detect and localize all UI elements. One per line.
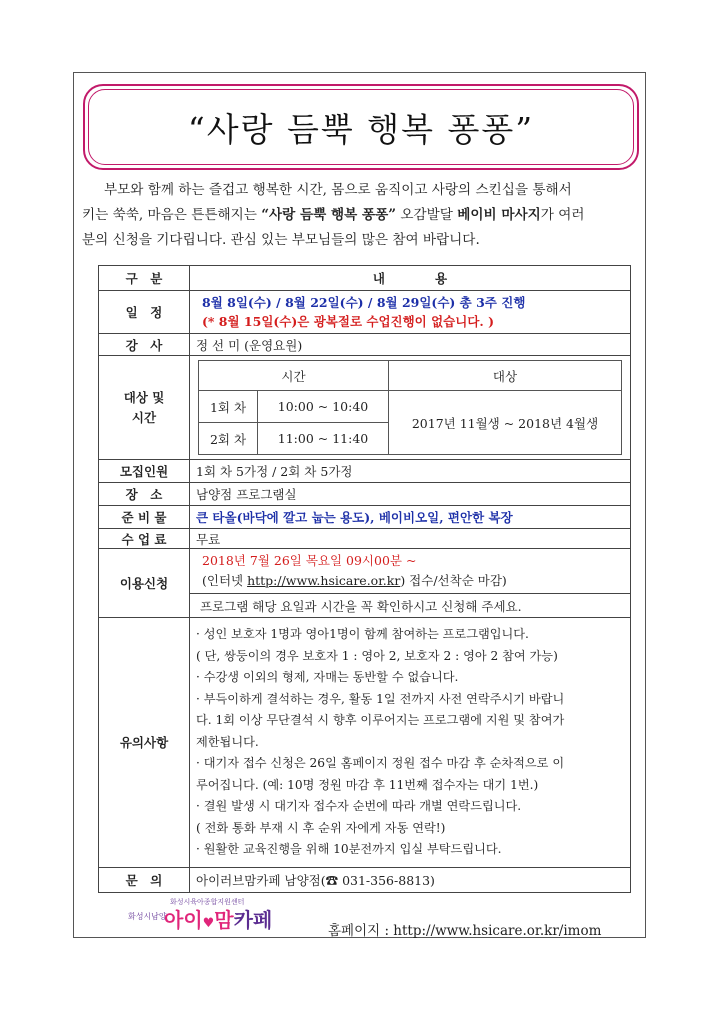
session-1-label: 1회 차 xyxy=(199,391,258,423)
heart-icon: ♥ xyxy=(202,916,215,931)
note-line: · 부득이하게 결석하는 경우, 활동 1일 전까지 사전 연락주시기 바랍니 xyxy=(196,691,565,706)
logo-wordmark: 아이♥맘카페 xyxy=(164,908,273,932)
apply-label: 이용신청 xyxy=(99,549,190,618)
intro-line-2: 키는 쑥쑥, 마음은 튼튼해지는 “사랑 듬뿍 행복 퐁퐁” 오감발달 베이비 마사지가 여러 xyxy=(82,207,585,223)
info-table xyxy=(98,265,631,893)
intro-line-1: 부모와 함께 하는 즐겁고 행복한 시간, 몸으로 움직이고 사랑의 스킨십을 통해서 xyxy=(104,182,572,198)
session-2-label: 2회 차 xyxy=(199,423,258,455)
target-label: 대상 및 시간 xyxy=(99,356,190,460)
contact-row xyxy=(99,867,631,892)
note-line: ( 단, 쌍둥이의 경우 보호자 1 : 영아 2, 보호자 2 : 영아 2 참여 가능) xyxy=(196,648,558,663)
apply-row xyxy=(99,549,631,594)
notes-content xyxy=(190,618,631,868)
note-line: ( 전화 통화 부재 시 후 순위 자에게 자동 연락!) xyxy=(196,820,446,835)
note-line: 다. 1회 이상 무단결석 시 향후 이루어지는 프로그램에 지원 및 참여가 xyxy=(196,713,565,727)
prep-row xyxy=(99,506,631,529)
instructor-label: 강 사 xyxy=(99,334,190,356)
apply-note: 프로그램 해당 요일과 시간을 꼭 확인하시고 신청해 주세요. xyxy=(190,594,631,618)
schedule-notice: (* 8월 15일(수)은 광복절로 수업진행이 없습니다. ) xyxy=(202,314,495,329)
fee-value: 무료 xyxy=(190,529,631,549)
apply-link[interactable]: http://www.hsicare.or.kr xyxy=(247,573,401,588)
recruit-label: 모집인원 xyxy=(99,460,190,483)
session-table xyxy=(198,360,622,455)
page-title: “사랑 듬뿍 행복 퐁퐁” xyxy=(187,109,535,149)
table-header-row xyxy=(99,266,631,291)
header-label: 구 분 xyxy=(99,266,190,291)
place-label: 장 소 xyxy=(99,483,190,506)
note-line: · 원활한 교육진행을 위해 10분전까지 입실 부탁드립니다. xyxy=(196,842,502,856)
fee-label: 수 업 료 xyxy=(99,529,190,549)
fee-row xyxy=(99,529,631,549)
prep-value: 큰 타올(바닥에 깔고 눕는 용도), 베이비오일, 편안한 복장 xyxy=(190,506,631,529)
session-2-time: 11:00 ~ 11:40 xyxy=(258,423,389,455)
place-value: 남양점 프로그램실 xyxy=(190,483,631,506)
note-line: · 수강생 이외의 형제, 자매는 동반할 수 없습니다. xyxy=(196,670,459,684)
apply-method: (인터넷 http://www.hsicare.or.kr) 접수/선착순 마감) xyxy=(202,573,507,588)
target-header: 대상 xyxy=(389,361,622,391)
recruit-row xyxy=(99,460,631,483)
target-value: 2017년 11월생 ~ 2018년 4월생 xyxy=(389,391,622,455)
note-line: · 대기자 접수 신청은 26일 홈페이지 정원 접수 마감 후 순차적으로 이 xyxy=(196,756,565,770)
note-line: 루어집니다. (예: 10명 정원 마감 후 11번째 접수자는 대기 1번.) xyxy=(196,777,539,792)
logo-location: 화성시남양 xyxy=(128,912,167,921)
homepage-url: 홈페이지 : http://www.hsicare.or.kr/imom xyxy=(328,923,602,939)
note-line: · 결원 발생 시 대기자 접수자 순번에 따라 개별 연락드립니다. xyxy=(196,799,522,813)
note-line: · 성인 보호자 1명과 영아1명이 함께 참여하는 프로그램입니다. xyxy=(196,627,529,641)
notes-row xyxy=(99,618,631,868)
notes-label: 유의사항 xyxy=(99,618,190,868)
prep-label: 준 비 물 xyxy=(99,506,190,529)
apply-start: 2018년 7월 26일 목요일 09시00분 ~ xyxy=(202,553,417,568)
note-line: 제한됩니다. xyxy=(196,734,259,749)
contact-label: 문 의 xyxy=(99,867,190,892)
title-banner xyxy=(83,84,639,170)
place-row xyxy=(99,483,631,506)
intro-line-3: 분의 신청을 기다립니다. 관심 있는 부모님들의 많은 참여 바랍니다. xyxy=(82,232,480,248)
header-content: 내 용 xyxy=(190,266,631,291)
intro-paragraph xyxy=(82,178,642,253)
schedule-label: 일 정 xyxy=(99,291,190,334)
instructor-value: 정 선 미 (운영요원) xyxy=(190,334,631,356)
recruit-value: 1회 차 5가정 / 2회 차 5가정 xyxy=(190,460,631,483)
schedule-dates: 8월 8일(수) / 8월 22일(수) / 8월 29일(수) 총 3주 진행 xyxy=(202,295,526,310)
schedule-row xyxy=(99,291,631,334)
logo-subtitle: 화성시육아종합지원센터 xyxy=(170,898,245,906)
contact-value: 아이러브맘카페 남양점(☎ 031-356-8813) xyxy=(190,867,631,892)
target-row xyxy=(99,356,631,460)
time-header: 시간 xyxy=(199,361,389,391)
session-1-time: 10:00 ~ 10:40 xyxy=(258,391,389,423)
instructor-row xyxy=(99,334,631,356)
